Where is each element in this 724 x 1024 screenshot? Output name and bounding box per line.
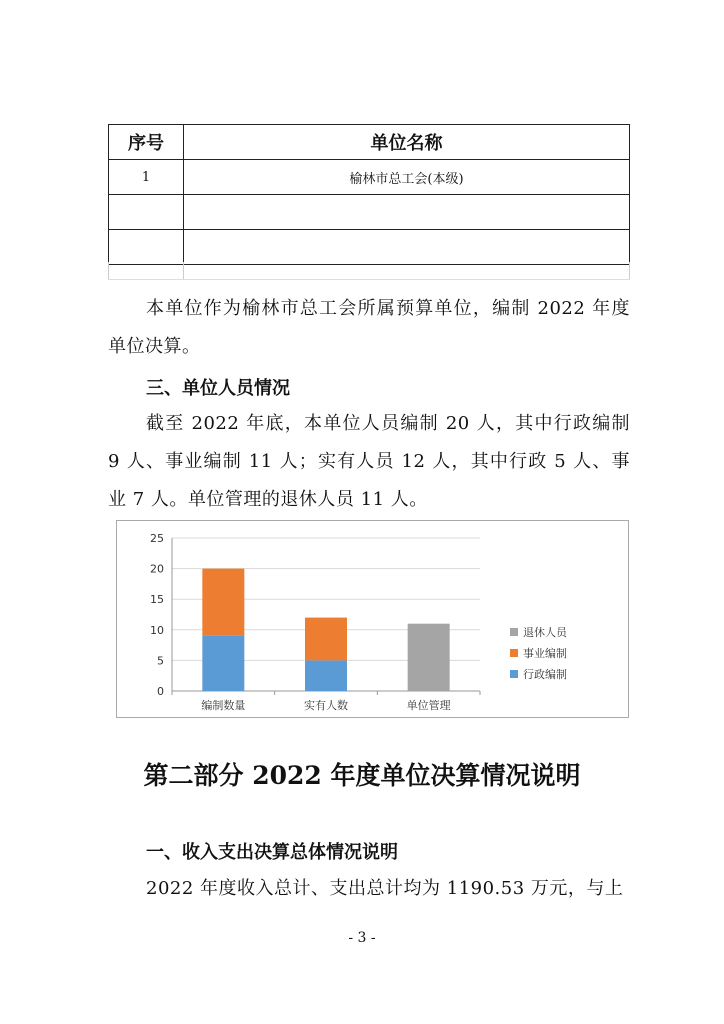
x-category-label: 实有人数 (304, 699, 348, 712)
page-number: - 3 - (348, 930, 376, 946)
header-serial: 序号 (109, 125, 184, 160)
y-tick-label: 10 (150, 623, 164, 637)
table-row (109, 230, 630, 265)
section-heading-staff: 三、单位人员情况 (146, 378, 290, 399)
part-two-title: 第二部分 2022 年度单位决算情况说明 (143, 761, 581, 790)
legend-swatch (510, 628, 518, 636)
legend-label: 退休人员 (523, 626, 567, 639)
y-tick-label: 0 (157, 685, 164, 698)
table-continuation (108, 262, 630, 280)
bar-segment (305, 618, 347, 661)
cell-unit-name (184, 230, 630, 265)
cell-serial (109, 195, 184, 230)
staff-chart-svg (117, 521, 628, 717)
x-category-label: 单位管理 (406, 699, 451, 712)
legend-swatch (510, 670, 518, 678)
paragraph-income-expense: 2022 年度收入总计、支出总计均为 1190.53 万元，与上 (146, 878, 624, 899)
table-header-row (109, 125, 630, 160)
legend-label: 事业编制 (523, 647, 567, 660)
legend-label: 行政编制 (523, 668, 567, 681)
y-tick-label: 20 (150, 562, 164, 576)
cell-unit-name: 榆林市总工会(本级) (184, 160, 630, 195)
y-tick-label: 25 (150, 532, 164, 545)
table-row (109, 195, 630, 230)
paragraph-staff: 截至 2022 年底，本单位人员编制 20 人，其中行政编制 9 人、事业编制 11 人；实有人员 12 人，其中行政 5 人、事业 7 人。单位管理的退休人员 11 人。 (108, 413, 630, 510)
header-unit-name: 单位名称 (184, 125, 630, 160)
bar-segment (202, 569, 244, 636)
unit-table (108, 124, 630, 265)
section-heading-income-expense: 一、收入支出决算总体情况说明 (146, 842, 398, 863)
bar-segment (408, 624, 450, 691)
table-row (109, 160, 630, 195)
staff-chart (116, 520, 629, 718)
y-tick-label: 5 (157, 654, 164, 668)
cell-serial (109, 230, 184, 265)
paragraph-unit-scope: 本单位作为榆林市总工会所属预算单位，编制 2022 年度单位决算。 (108, 298, 630, 357)
legend-swatch (510, 649, 518, 657)
x-category-label: 编制数量 (201, 699, 246, 712)
cell-serial: 1 (109, 160, 184, 195)
bar-segment (305, 660, 347, 691)
bar-segment (202, 636, 244, 691)
cell-unit-name (184, 195, 630, 230)
y-tick-label: 15 (150, 593, 164, 607)
